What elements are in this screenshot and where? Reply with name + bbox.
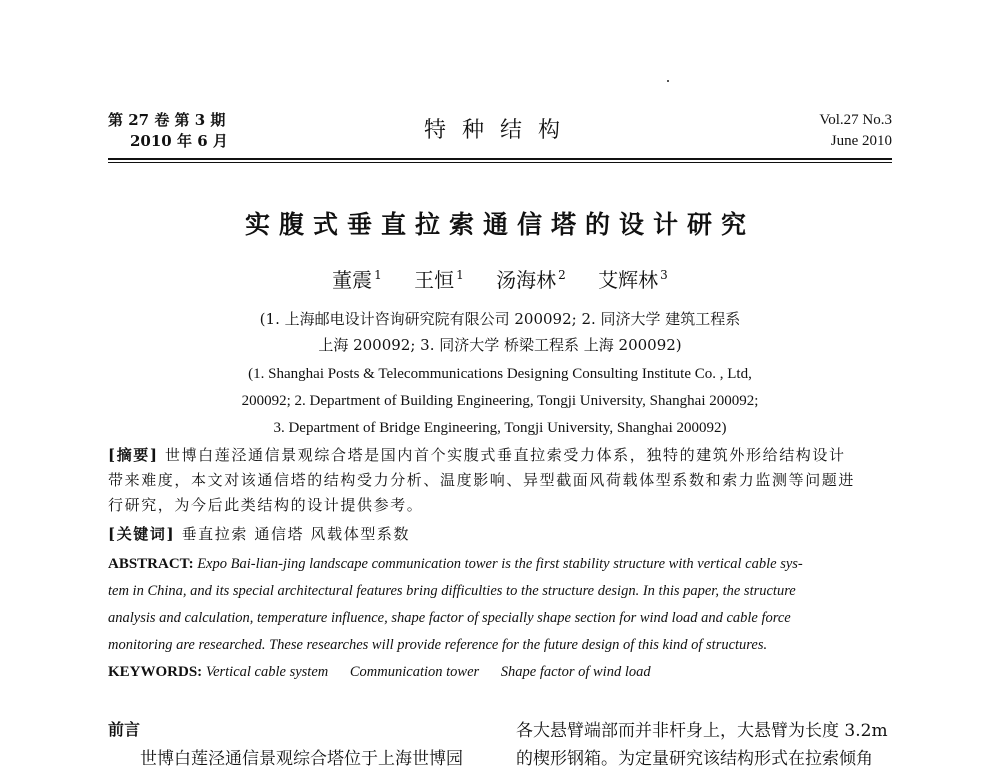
- abstract-cn-text: 世博白莲泾通信景观综合塔是国内首个实腹式垂直拉索受力体系，独特的建筑外形给结构设计: [164, 446, 846, 464]
- paper-title: 实腹式垂直拉索通信塔的设计研究: [244, 210, 755, 239]
- affiliation-cn-line: 上海 200092; 3. 同济大学 桥梁工程系 上海 200092): [318, 336, 682, 354]
- author-list: [0, 264, 1000, 293]
- speck: [667, 80, 669, 82]
- date-en: June 2010: [830, 133, 892, 149]
- abstract-cn-line: 行研究，为今后此类结构的设计提供参考。: [108, 496, 424, 514]
- abstract-en-label: ABSTRACT:: [108, 556, 194, 572]
- affiliation-en-line: (1. Shanghai Posts & Telecommunications Designing Consulting Institute Co. , Ltd,: [248, 366, 752, 382]
- keyword-item: Shape factor of wind load: [500, 664, 651, 680]
- keywords-cn: [108, 523, 892, 544]
- abstract-cn-label: [摘要]: [108, 446, 159, 464]
- keywords-cn-text: 垂直拉索 通信塔 风载体型系数: [181, 525, 411, 543]
- abstract-en-line: tem in China, and its special architectural features bring difficulties to the structure design. In this paper, the structure: [108, 583, 796, 599]
- author: 艾辉林 $^3$: [598, 268, 668, 292]
- body-text-line: 各大悬臂端部而并非杆身上，大悬臂为长度 3.2m: [516, 721, 888, 741]
- author: 汤海林 $^2$: [496, 268, 566, 292]
- keywords-cn-label: [关键词]: [108, 525, 176, 543]
- header-right: [760, 110, 892, 152]
- affiliation-en-line: 3. Department of Bridge Engineering, Tongji University, Shanghai 200092): [273, 420, 727, 436]
- affiliation-cn-line: (1. 上海邮电设计咨询研究院有限公司 200092; 2. 同济大学 建筑工程系: [259, 310, 741, 328]
- abstract-en-line: [108, 556, 892, 573]
- header-rule-thick: [108, 158, 892, 160]
- keyword-item: Communication tower: [349, 664, 480, 680]
- volume-issue-en: Vol.27 No.3: [819, 112, 892, 128]
- abstract-cn-line: 带来难度，本文对该通信塔的结构受力分析、温度影响、异型截面风荷载体型系数和索力监测等问题进: [108, 471, 856, 489]
- author: 王恒 $^1$: [414, 268, 464, 292]
- volume-issue: 第 27 卷 第 3 期: [108, 111, 226, 129]
- abstract-en-text: Expo Bai-lian-jing landscape communication tower is the first stability structure with vertical cable sys-: [197, 556, 803, 572]
- date-cn: 2010 年 6 月: [130, 132, 228, 150]
- abstract-en-line: monitoring are researched. These researches will provide reference for the future design of this kind of structures.: [108, 637, 768, 653]
- keywords-en-label: KEYWORDS:: [108, 664, 203, 680]
- affiliation-en-line: 200092; 2. Department of Building Engineering, Tongji University, Shanghai 200092;: [241, 393, 759, 409]
- body-text-line: 的楔形钢箱。为定量研究该结构形式在拉索倾角: [516, 749, 873, 769]
- keywords-en: [108, 664, 892, 681]
- body-text-line: 世博白莲泾通信景观综合塔位于上海世博园: [140, 749, 463, 769]
- abstract-en-line: analysis and calculation, temperature influence, shape factor of specially shape section for wind load and cable force: [108, 610, 791, 626]
- section-heading: 前言: [108, 720, 141, 739]
- abstract-cn-line: [108, 444, 892, 465]
- journal-name: 特种结构: [423, 118, 576, 143]
- header-rule-thin: [108, 162, 892, 163]
- keyword-item: Vertical cable system: [205, 664, 329, 680]
- author: 董震 $^1$: [332, 268, 382, 292]
